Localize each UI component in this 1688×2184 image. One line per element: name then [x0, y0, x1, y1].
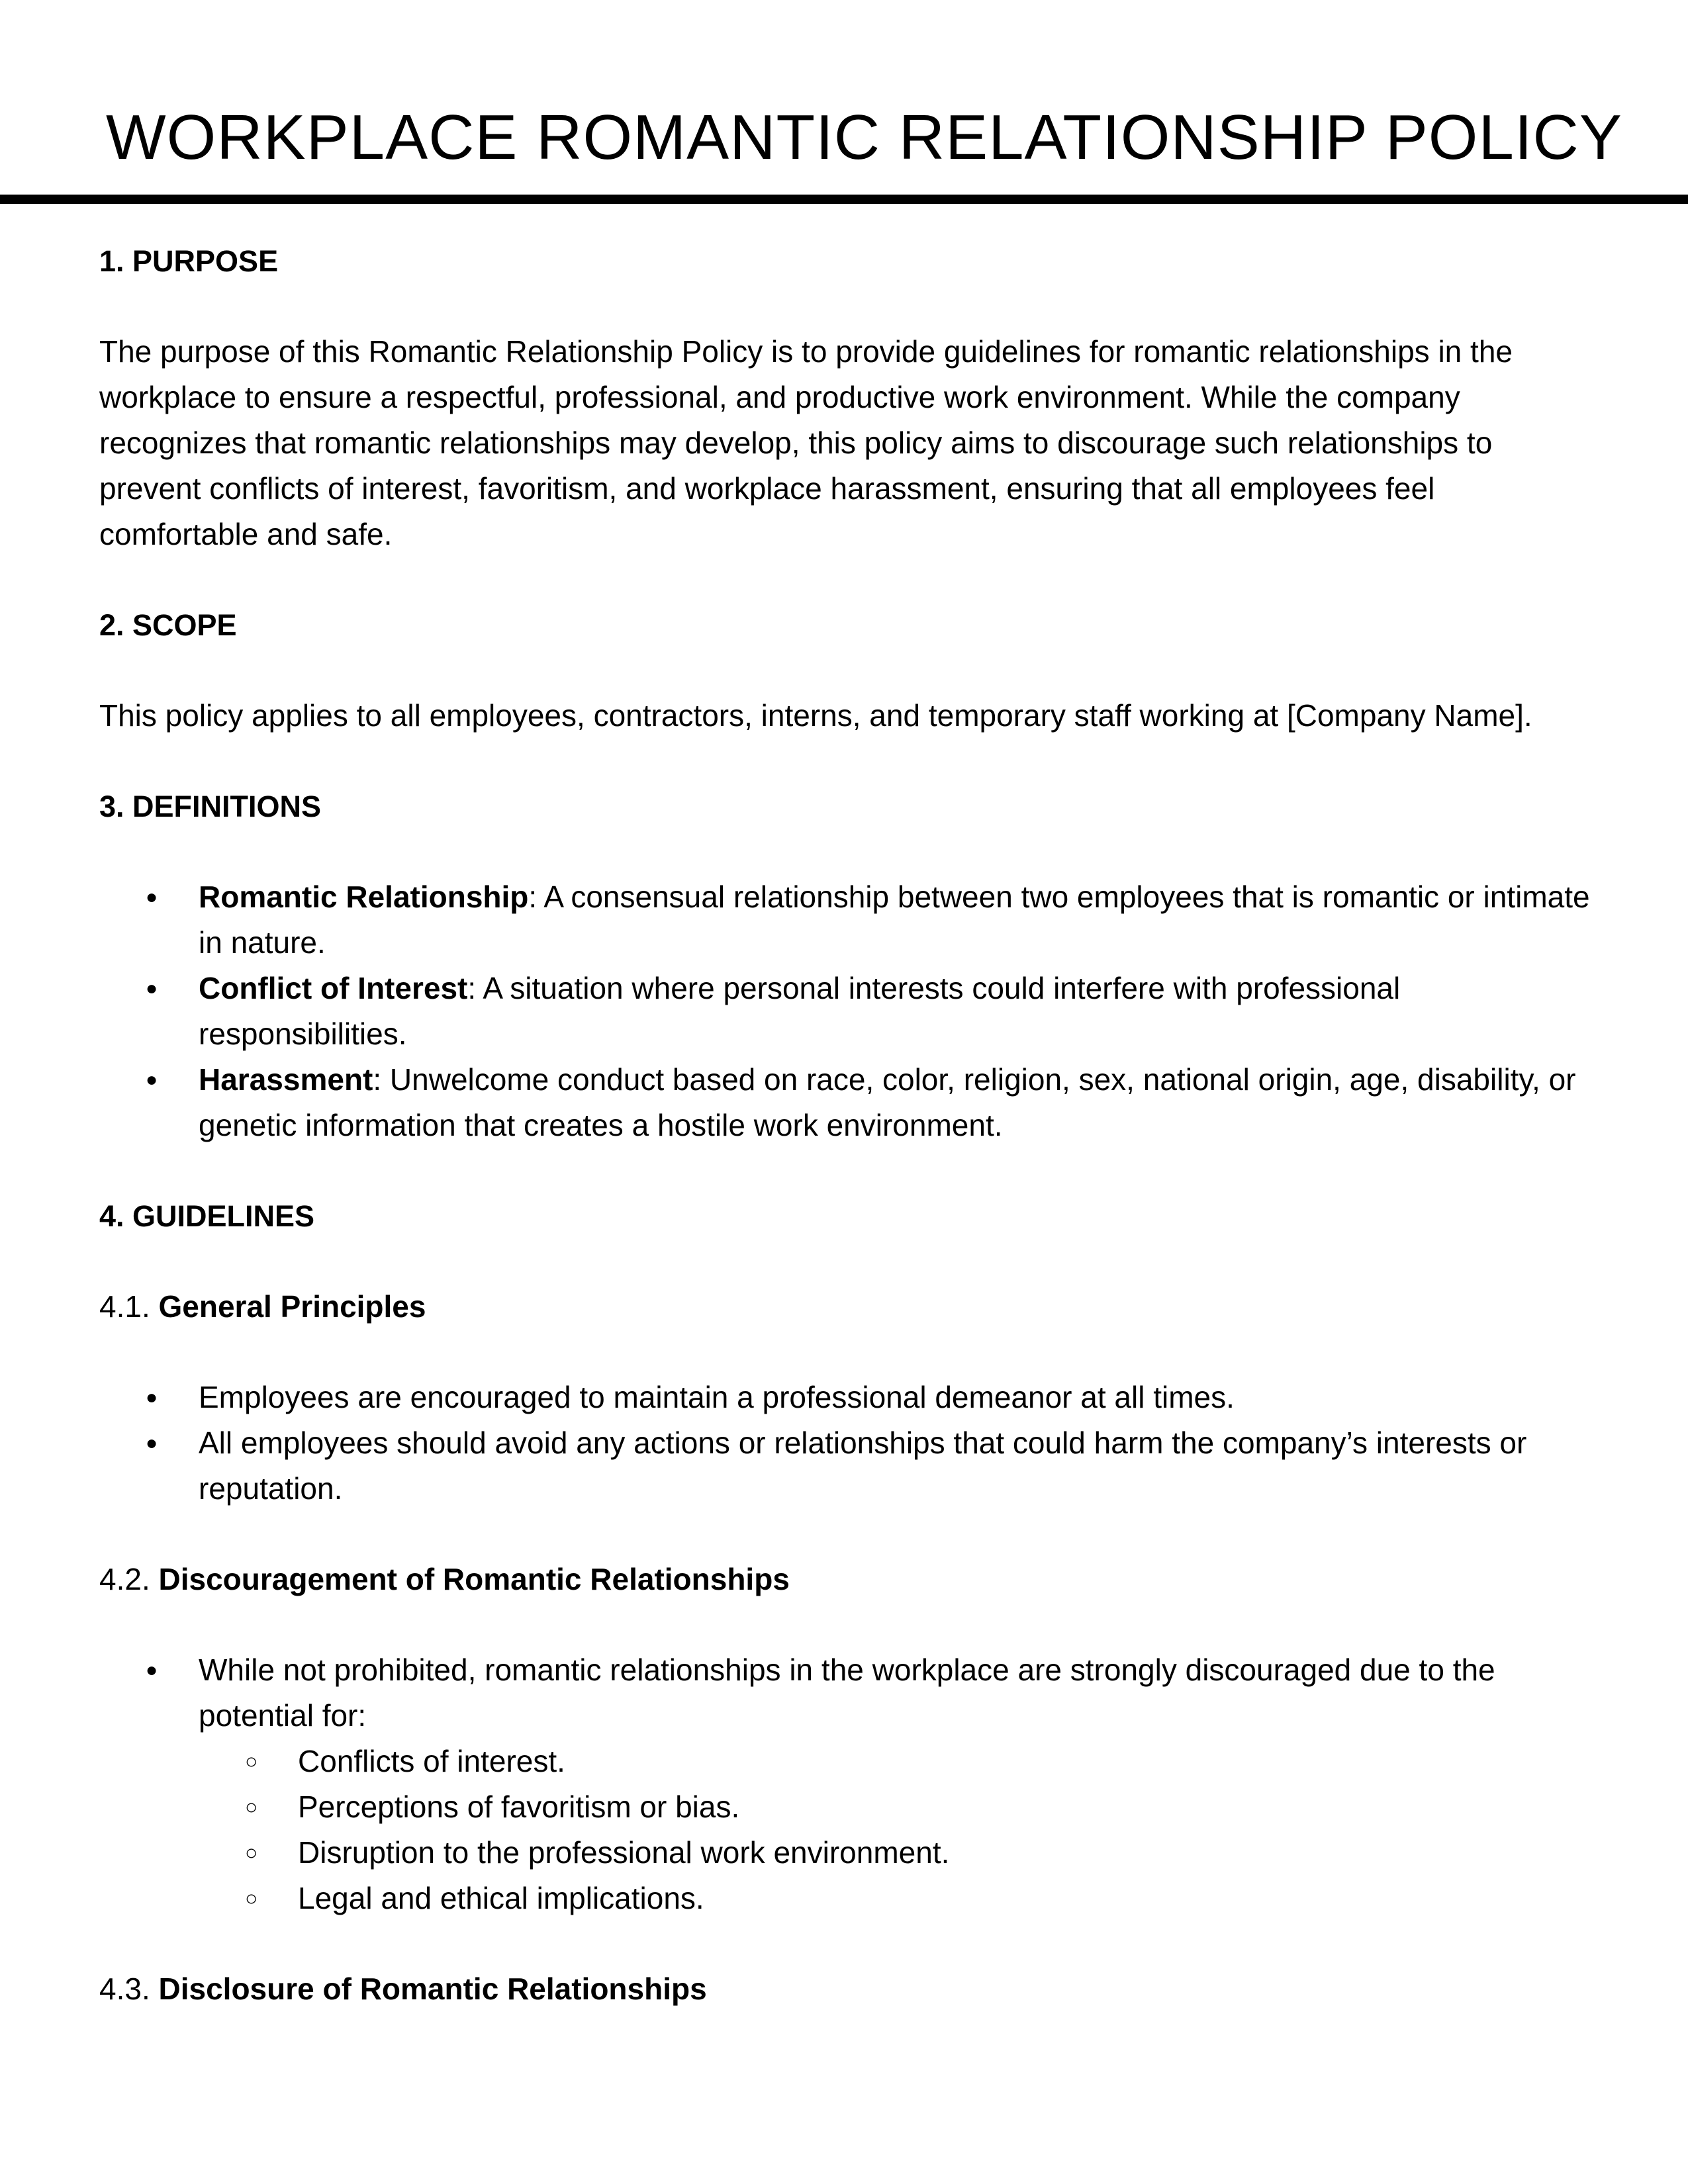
definition-term: Harassment: [199, 1062, 373, 1097]
definition-text: : A consensual relationship between two employees that is romantic or intimate in nature.: [199, 880, 1590, 960]
sublist-item: ○ Legal and ethical implications.: [298, 1876, 1595, 1921]
subsection-title: General Principles: [158, 1289, 426, 1324]
scope-paragraph: This policy applies to all employees, contractors, interns, and temporary staff working at [Company Name].: [99, 698, 1532, 733]
list-item: ● Employees are encouraged to maintain a professional demeanor at all times.: [199, 1375, 1595, 1420]
page-title: WORKPLACE ROMANTIC RELATIONSHIP POLICY: [106, 102, 1622, 173]
section-heading-purpose: 1. PURPOSE: [99, 244, 279, 278]
potential-issues-sublist: [199, 1739, 1595, 1921]
list-item: ● All employees should avoid any actions or relationships that could harm the company’s interests or reputation.: [199, 1420, 1595, 1512]
sublist-item: ○ Conflicts of interest.: [298, 1739, 1595, 1784]
subsection-title: Discouragement of Romantic Relationships: [158, 1562, 790, 1596]
definition-term: Conflict of Interest: [199, 971, 468, 1005]
subsection-heading-general-principles: [99, 1284, 1595, 1330]
purpose-paragraph: The purpose of this Romantic Relationship Policy is to provide guidelines for romantic relationships in the workplace to ensure a respectful, professional, and productive work environment. While the company recognizes that romantic relationships may develop, this policy aims to discourage such relationships to prevent conflicts of interest, favoritism, and workplace harassment, ensuring that all employees feel comfortable and safe.: [99, 334, 1513, 551]
subsection-number: 4.3.: [99, 1972, 159, 2006]
definitions-list: [99, 874, 1595, 1148]
discouragement-list: [99, 1647, 1595, 1921]
document-body: [99, 238, 1595, 2057]
list-item: [199, 1647, 1595, 1921]
definition-text: : Unwelcome conduct based on race, color, religion, sex, national origin, age, disability, or genetic information that creates a hostile work environment.: [199, 1062, 1576, 1142]
list-item-text: While not prohibited, romantic relationships in the workplace are strongly discouraged due to the potential for:: [199, 1653, 1495, 1733]
subsection-number: 4.1.: [99, 1289, 159, 1324]
definition-term: Romantic Relationship: [199, 880, 529, 914]
subsection-number: 4.2.: [99, 1562, 159, 1596]
section-heading-definitions: 3. DEFINITIONS: [99, 790, 322, 823]
section-heading-guidelines: 4. GUIDELINES: [99, 1199, 315, 1233]
definition-item: [199, 1057, 1595, 1148]
subsection-heading-discouragement: [99, 1557, 1595, 1602]
title-divider: [0, 195, 1688, 204]
section-heading-scope: 2. SCOPE: [99, 608, 237, 642]
definition-text: : A situation where personal interests could interfere with professional responsibilities.: [199, 971, 1401, 1051]
subsection-title: Disclosure of Romantic Relationships: [158, 1972, 707, 2006]
subsection-heading-disclosure: [99, 1966, 1595, 2012]
definition-item: [199, 874, 1595, 966]
general-principles-list: [99, 1375, 1595, 1512]
definition-item: [199, 966, 1595, 1057]
sublist-item: ○ Perceptions of favoritism or bias.: [298, 1784, 1595, 1830]
sublist-item: ○ Disruption to the professional work environment.: [298, 1830, 1595, 1876]
